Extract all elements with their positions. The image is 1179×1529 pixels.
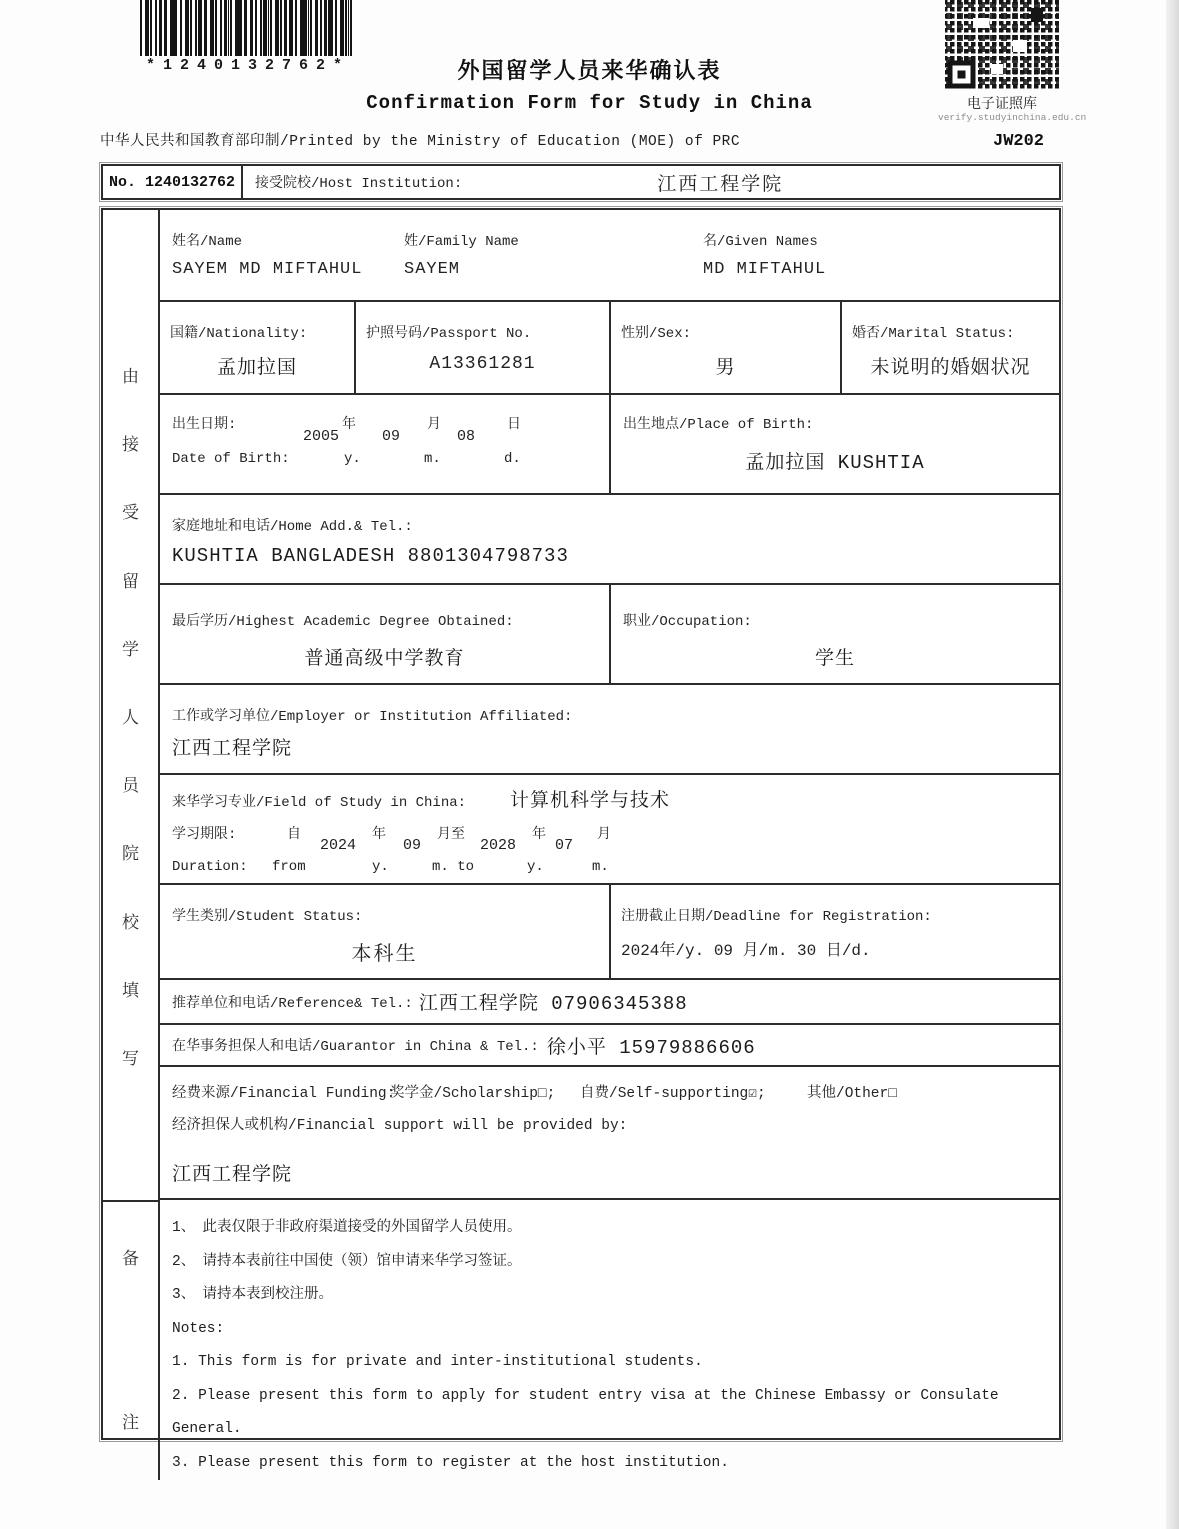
qr-verify-url: verify.studyinchina.edu.cn [938,112,1087,123]
home-address-value: KUSHTIA BANGLADESH 8801304798733 [172,545,569,567]
note-cn-3: 3、 请持本表到校注册。 [172,1287,333,1303]
home-address-label: 家庭地址和电话/Home Add.& Tel.: [172,519,413,535]
sex-cell [609,302,840,393]
row-employer [160,685,1059,775]
row-field-duration [160,775,1059,885]
family-name-label: 姓/Family Name [404,234,519,250]
host-institution-value: 江西工程学院 [657,173,784,196]
duration-year1-cn: 年 [372,827,386,843]
row-degree-occupation [160,585,1059,685]
student-status-value: 本科生 [351,944,418,967]
student-status-label: 学生类别/Student Status: [172,909,363,925]
side-char: 院 [122,846,139,866]
side-char: 人 [122,709,139,729]
name-value: SAYEM MD MIFTAHUL [172,260,363,279]
side-char: 员 [122,778,139,798]
row-guarantor [160,1025,1059,1067]
passport-value: A13361281 [429,354,536,374]
passport-cell [354,302,609,393]
form-code-label: JW202 [993,132,1045,151]
host-institution-label: 接受院校/Host Institution: [255,176,463,192]
duration-y1-en: y. [372,859,389,875]
side-char: 填 [122,982,139,1002]
note-cn-2: 2、 请持本表前往中国使（领）馆申请来华学习签证。 [172,1253,522,1270]
duration-year2-cn: 年 [532,827,546,843]
place-of-birth-value: 孟加拉国 KUSHTIA [745,452,925,474]
place-of-birth-cell [609,395,1059,493]
duration-from-month: 09 [403,837,422,854]
sex-label: 性别/Sex: [621,326,692,342]
barcode-number: *1240132762* [145,57,351,74]
occupation-cell [609,585,1059,683]
row-name [160,210,1059,302]
month-en: m. [424,451,441,467]
year-en: y. [344,451,361,467]
birth-date-label-cn: 出生日期: [172,417,237,433]
employer-label: 工作或学习单位/Employer or Institution Affiliated: [172,709,573,725]
deadline-value: 2024年/y. 09 月/m. 30 日/d. [621,942,871,960]
field-of-study-value: 计算机科学与技术 [510,790,671,812]
side-label-filled-by-institution [103,210,160,1200]
birth-day-value: 08 [457,428,476,445]
nationality-value: 孟加拉国 [216,357,297,379]
reference-value: 江西工程学院 07906345388 [418,993,688,1015]
marital-status-label: 婚否/Marital Status: [852,326,1015,342]
guarantor-label: 在华事务担保人和电话/Guarantor in China & Tel.: [172,1039,539,1055]
reference-label: 推荐单位和电话/Reference& Tel.: [172,995,413,1012]
form-number-table [99,162,1063,202]
duration-from-cn: 自 [287,827,301,843]
side-char: 学 [122,641,139,661]
side-char: 注 [122,1415,139,1434]
family-name-value: SAYEM [404,260,461,279]
note-cn-1: 1、 此表仅限于非政府渠道接受的外国留学人员使用。 [172,1220,522,1236]
year-cn: 年 [342,417,356,433]
deadline-label: 注册截止日期/Deadline for Registration: [621,909,932,925]
funding-self-supporting-checkbox: 自费/Self-supporting☑; [580,1086,766,1102]
row-nationality-passport-sex-marital [160,302,1059,395]
birth-month-value: 09 [382,428,401,445]
funding-other-checkbox: 其他/Other□ [807,1086,897,1102]
form-title-english: Confirmation Form for Study in China [366,92,813,114]
side-char: 备 [122,1251,139,1270]
occupation-value: 学生 [814,648,855,670]
qr-code-icon [943,0,1061,94]
funding-scholarship-checkbox: 奖学金/Scholarship□; [390,1086,556,1102]
row-status-deadline [160,885,1059,980]
occupation-label: 职业/Occupation: [623,614,752,630]
duration-to-month: 07 [555,837,574,854]
sex-value: 男 [715,357,736,379]
nationality-label: 国籍/Nationality: [170,326,308,342]
side-char: 由 [122,369,139,388]
day-en: d. [504,451,521,467]
marital-status-cell [840,302,1059,393]
marital-status-value: 未说明的婚姻状况 [870,357,1031,379]
birth-date-cell [160,395,609,493]
degree-label: 最后学历/Highest Academic Degree Obtained: [172,614,514,630]
deadline-cell [609,885,1059,978]
form-number: No. 1240132762 [103,166,243,198]
side-char: 留 [122,573,139,593]
side-char: 受 [122,505,139,525]
financial-support-label: 经济担保人或机构/Financial support will be provided by: [172,1118,628,1134]
field-of-study-label: 来华学习专业/Field of Study in China: [172,795,467,811]
row-funding [160,1067,1059,1200]
printed-by-line: 中华人民共和国教育部印制/Printed by the Ministry of Education (MOE) of PRC [100,134,741,150]
duration-label-en: Duration: [172,859,248,875]
row-birth [160,395,1059,495]
degree-value: 普通高级中学教育 [304,648,465,670]
duration-from-year: 2024 [320,837,357,854]
day-cn: 日 [507,417,521,433]
host-institution-cell [243,166,1059,198]
guarantor-value: 徐小平 15979886606 [546,1036,756,1059]
note-en-3: 3. Please present this form to register at the host institution. [172,1454,729,1471]
duration-m1-en: m. to [432,859,475,875]
side-char: 校 [122,914,139,934]
financial-support-value: 江西工程学院 [172,1164,293,1186]
side-char: 写 [122,1050,139,1070]
given-names-value: MD MIFTAHUL [703,260,827,279]
duration-month-to-cn: 月至 [437,827,465,843]
qr-caption: 电子证照库 [967,97,1037,113]
barcode-icon [140,0,352,56]
funding-label: 经费来源/Financial Funding: [172,1086,396,1102]
duration-month2-cn: 月 [597,827,611,843]
duration-from-en: from [272,859,306,875]
side-char: 接 [122,437,139,457]
row-reference [160,980,1059,1025]
side-label-remarks [103,1200,160,1480]
place-of-birth-label: 出生地点/Place of Birth: [623,417,814,433]
degree-cell [160,585,609,683]
duration-y2-en: y. [527,859,544,875]
duration-to-year: 2028 [480,837,517,854]
given-names-label: 名/Given Names [703,234,818,250]
row-home-address [160,495,1059,585]
name-label: 姓名/Name [172,234,243,250]
main-form-table [99,206,1063,1471]
photo-edge-shadow [1166,0,1179,1529]
month-cn: 月 [427,417,441,433]
note-en-1: 1. This form is for private and inter-institutional students. [172,1354,703,1370]
student-status-cell [160,885,609,978]
passport-label: 护照号码/Passport No. [366,326,532,342]
birth-year-value: 2005 [303,428,340,445]
duration-label-cn: 学习期限: [172,827,237,843]
nationality-cell [160,302,354,393]
note-en-2: 2. Please present this form to apply for student entry visa at the Chinese Embassy or Consulate General. [172,1387,999,1437]
row-notes [160,1200,1059,1480]
form-title-chinese: 外国留学人员来华确认表 [457,59,722,84]
duration-m2-en: m. [592,859,609,875]
employer-value: 江西工程学院 [172,738,293,760]
birth-date-label-en: Date of Birth: [172,451,290,467]
notes-header-en: Notes: [172,1320,225,1337]
